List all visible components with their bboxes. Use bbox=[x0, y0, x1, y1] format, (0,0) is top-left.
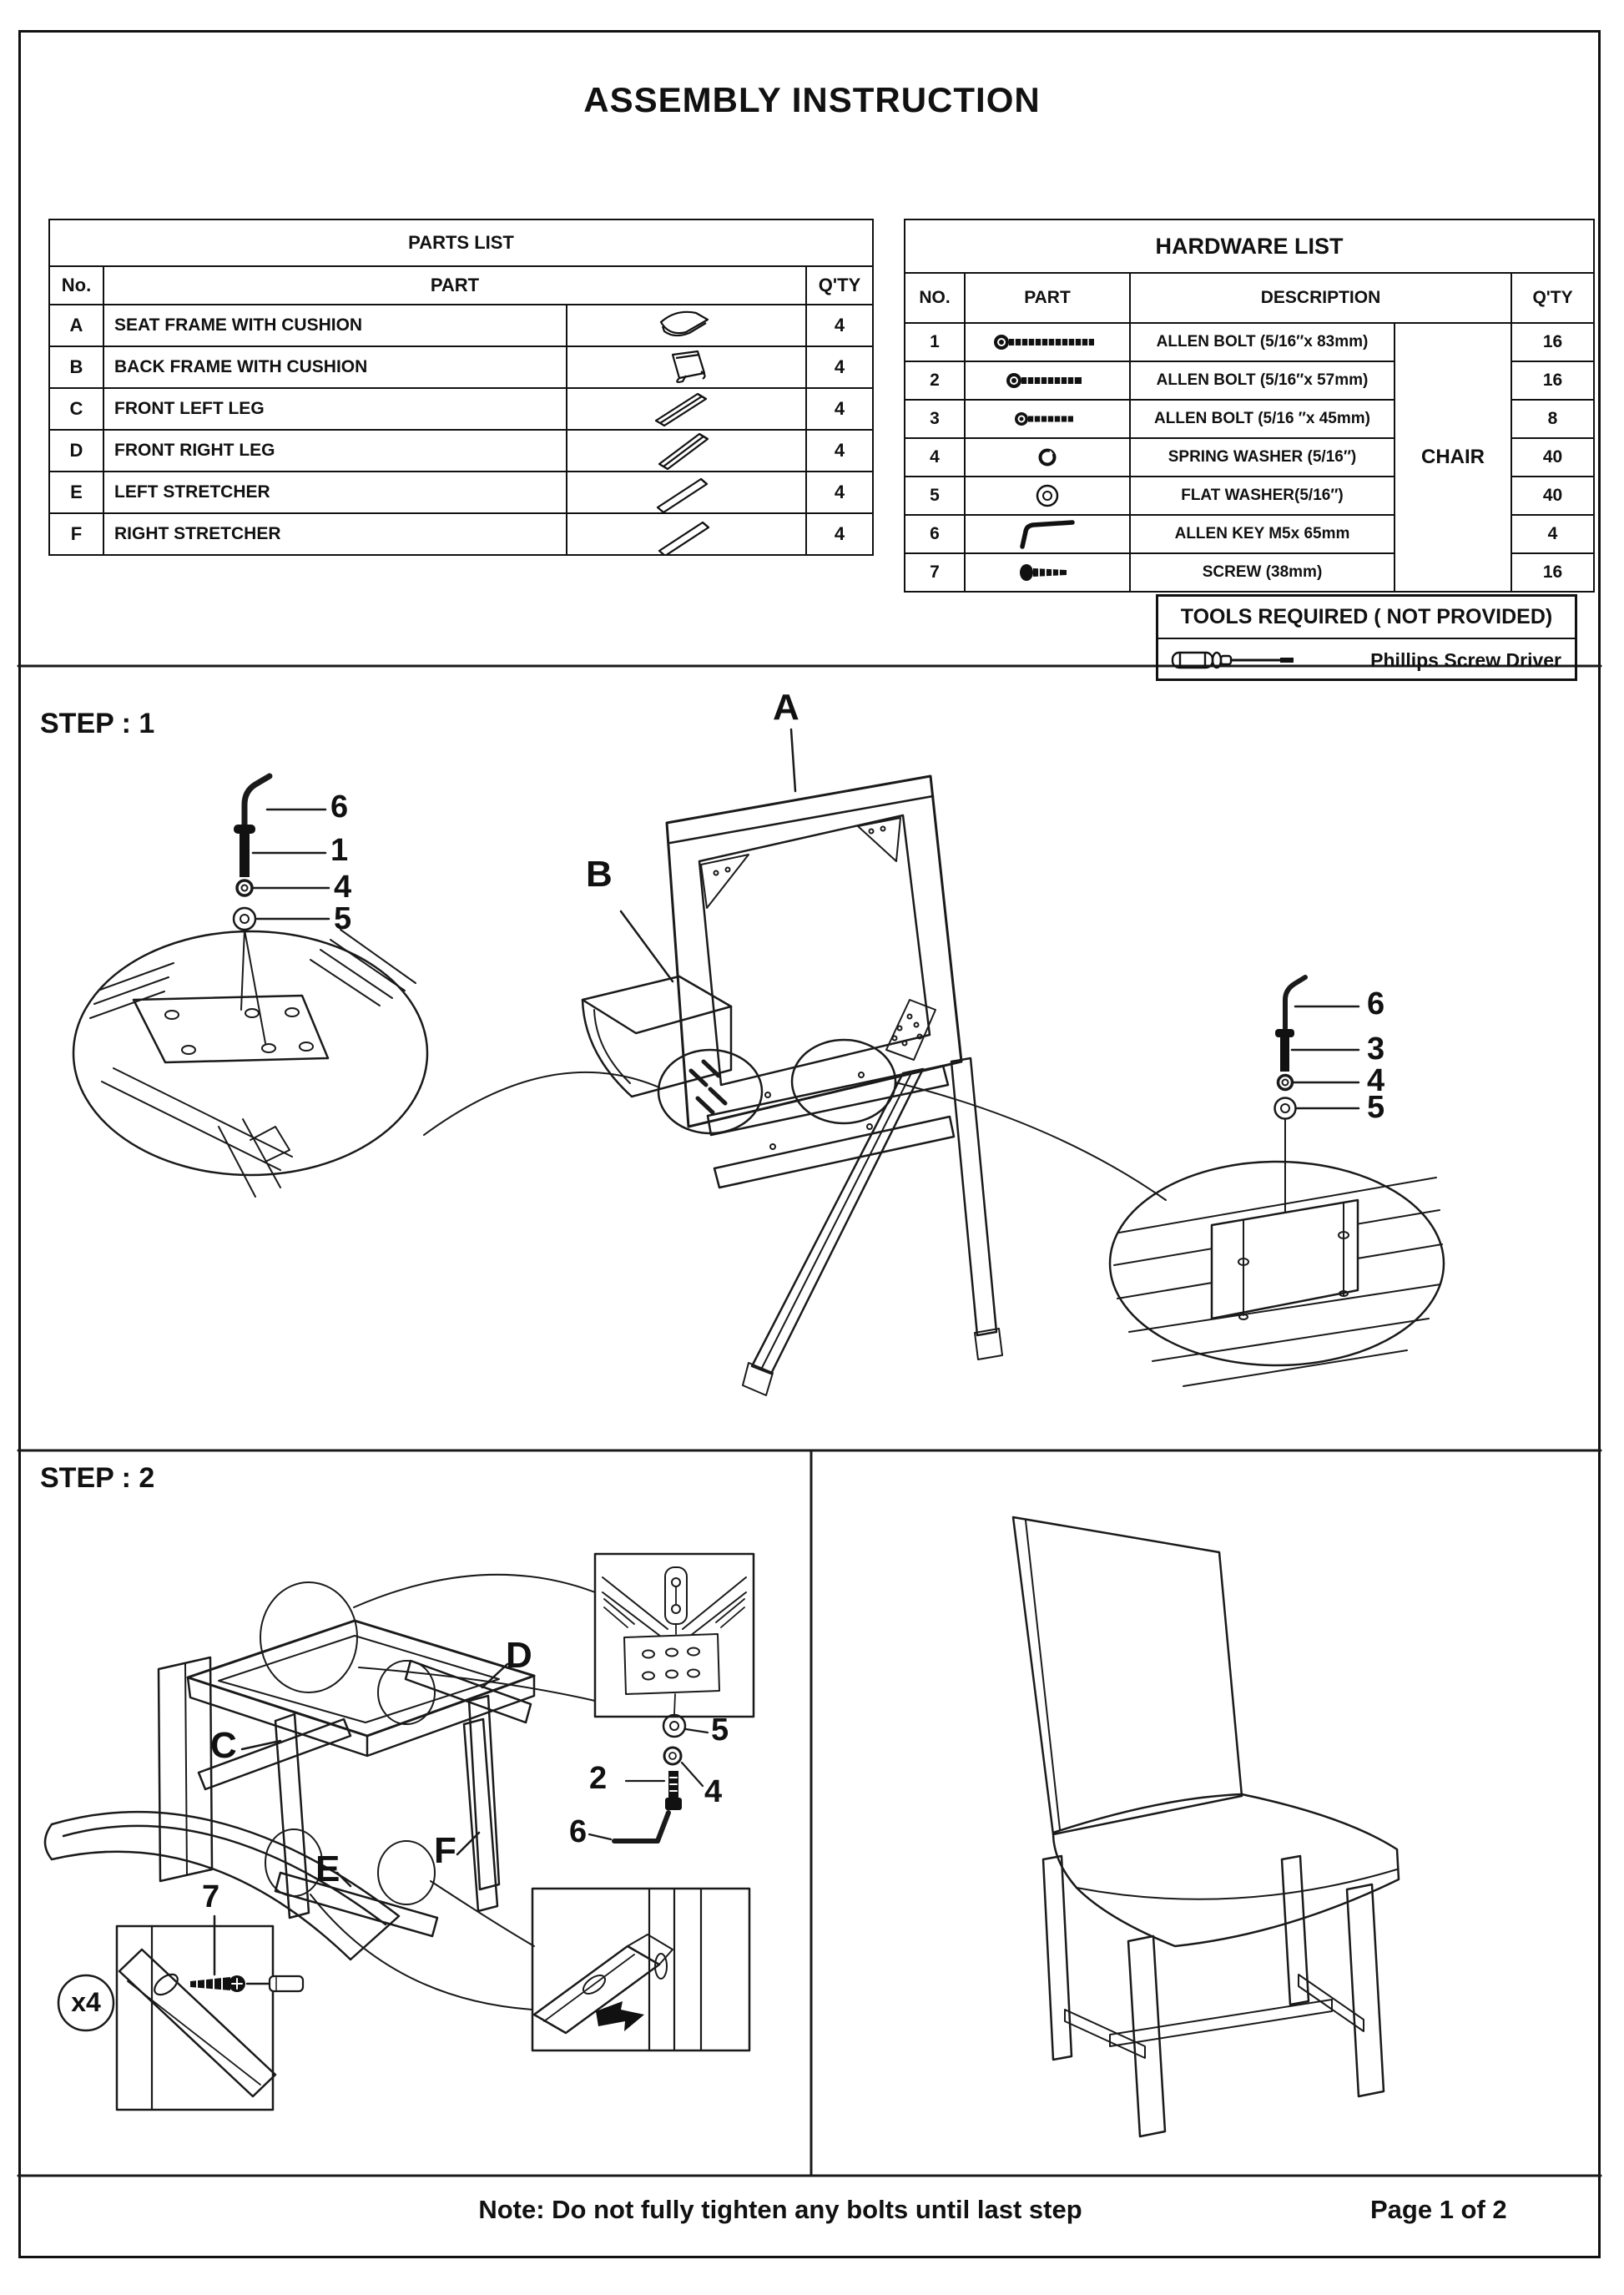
right-stretcher-icon bbox=[567, 513, 806, 555]
front-right-leg-icon bbox=[567, 430, 806, 472]
back-frame-icon bbox=[567, 346, 806, 388]
hw-qty: 16 bbox=[1511, 361, 1594, 400]
step1-callout-6-left: 6 bbox=[330, 789, 349, 825]
front-left-leg-icon bbox=[567, 388, 806, 430]
step1-callout-5-left: 5 bbox=[334, 901, 352, 936]
step2-screw-detail-box bbox=[58, 1926, 303, 2110]
part-name: BACK FRAME WITH CUSHION bbox=[103, 346, 567, 388]
part-name: RIGHT STRETCHER bbox=[103, 513, 567, 555]
hw-description: ALLEN KEY M5x 65mm bbox=[1130, 515, 1395, 553]
hw-no: 6 bbox=[905, 515, 965, 553]
part-label-e: E bbox=[315, 1849, 340, 1889]
part-qty: 4 bbox=[806, 305, 873, 346]
step1-callout-5-right: 5 bbox=[1367, 1090, 1385, 1125]
hw-description: SPRING WASHER (5/16″) bbox=[1130, 438, 1395, 477]
part-no: E bbox=[49, 472, 103, 513]
hw-no: 7 bbox=[905, 553, 965, 592]
hardware-list-table bbox=[904, 219, 1595, 593]
hw-no: 5 bbox=[905, 477, 965, 515]
parts-row-f bbox=[49, 513, 873, 555]
parts-header-no: No. bbox=[49, 266, 103, 305]
step1-callout-4-left: 4 bbox=[334, 870, 352, 905]
part-qty: 4 bbox=[806, 388, 873, 430]
hw-no: 3 bbox=[905, 400, 965, 438]
parts-row-e bbox=[49, 472, 873, 513]
part-qty: 4 bbox=[806, 430, 873, 472]
allen-bolt-medium-icon bbox=[965, 361, 1130, 400]
hw-description: ALLEN BOLT (5/16″x 57mm) bbox=[1130, 361, 1395, 400]
tools-required-item bbox=[1158, 639, 1575, 681]
hw-description: ALLEN BOLT (5/16 ″x 45mm) bbox=[1130, 400, 1395, 438]
part-no: D bbox=[49, 430, 103, 472]
step1-callout-4-right: 4 bbox=[1367, 1063, 1385, 1098]
step2-joint-detail-box bbox=[589, 1554, 754, 1841]
footer-page-number: Page 1 of 2 bbox=[1370, 2195, 1507, 2224]
step2-tenon-detail-box bbox=[532, 1889, 749, 2050]
tools-required-title: TOOLS REQUIRED ( NOT PROVIDED) bbox=[1158, 597, 1575, 639]
hw-group-label: CHAIR bbox=[1395, 323, 1511, 592]
page-title: ASSEMBLY INSTRUCTION bbox=[583, 80, 1041, 119]
hw-qty: 40 bbox=[1511, 477, 1594, 515]
hw-header-description: DESCRIPTION bbox=[1130, 273, 1511, 323]
flat-washer-icon bbox=[965, 477, 1130, 515]
section-divider-lines bbox=[18, 666, 1601, 2176]
multiplier-badge: x4 bbox=[71, 1987, 101, 2017]
hw-description: ALLEN BOLT (5/16″x 83mm) bbox=[1130, 323, 1395, 361]
step1-diagram bbox=[73, 729, 1444, 1395]
part-no: F bbox=[49, 513, 103, 555]
hw-qty: 16 bbox=[1511, 553, 1594, 592]
step2-diagram bbox=[45, 1517, 1399, 2136]
part-label-c: C bbox=[210, 1725, 237, 1766]
part-no: B bbox=[49, 346, 103, 388]
hw-description: FLAT WASHER(5/16″) bbox=[1130, 477, 1395, 515]
parts-row-b bbox=[49, 346, 873, 388]
parts-row-c bbox=[49, 388, 873, 430]
step2-finished-chair bbox=[1013, 1517, 1399, 2136]
part-qty: 4 bbox=[806, 513, 873, 555]
part-no: C bbox=[49, 388, 103, 430]
hardware-list-title: HARDWARE LIST bbox=[905, 219, 1594, 273]
hw-header-no: NO. bbox=[905, 273, 965, 323]
parts-list-title: PARTS LIST bbox=[49, 219, 873, 266]
step2-label: STEP : 2 bbox=[40, 1462, 155, 1494]
part-name: SEAT FRAME WITH CUSHION bbox=[103, 305, 567, 346]
step1-right-hardware-callout bbox=[1275, 977, 1359, 1214]
step1-chair-frame bbox=[424, 729, 1166, 1395]
part-label-b: B bbox=[586, 854, 613, 895]
hw-no: 1 bbox=[905, 323, 965, 361]
part-label-a: A bbox=[773, 687, 799, 728]
spring-washer-icon bbox=[965, 438, 1130, 477]
step1-callout-6-right: 6 bbox=[1367, 986, 1385, 1021]
hw-header-qty: Q'TY bbox=[1511, 273, 1594, 323]
step1-left-magnifier bbox=[73, 930, 427, 1197]
step2-callout-6: 6 bbox=[569, 1814, 588, 1849]
part-label-d: D bbox=[506, 1635, 532, 1676]
step2-callout-2: 2 bbox=[589, 1761, 608, 1796]
step1-callout-3: 3 bbox=[1367, 1031, 1385, 1067]
allen-bolt-short-icon bbox=[965, 400, 1130, 438]
tools-required-box bbox=[1156, 594, 1577, 681]
step1-left-hardware-callout bbox=[234, 776, 329, 1043]
hw-no: 2 bbox=[905, 361, 965, 400]
parts-list-table bbox=[48, 219, 874, 556]
hw-row-1 bbox=[905, 323, 1594, 361]
part-qty: 4 bbox=[806, 346, 873, 388]
hw-header-part: PART bbox=[965, 273, 1130, 323]
part-name: FRONT RIGHT LEG bbox=[103, 430, 567, 472]
parts-row-a bbox=[49, 305, 873, 346]
step2-callout-4: 4 bbox=[704, 1774, 723, 1809]
part-no: A bbox=[49, 305, 103, 346]
hw-qty: 40 bbox=[1511, 438, 1594, 477]
left-stretcher-icon bbox=[567, 472, 806, 513]
parts-row-d bbox=[49, 430, 873, 472]
part-name: LEFT STRETCHER bbox=[103, 472, 567, 513]
screw-icon bbox=[965, 553, 1130, 592]
part-qty: 4 bbox=[806, 472, 873, 513]
seat-frame-icon bbox=[567, 305, 806, 346]
hw-qty: 16 bbox=[1511, 323, 1594, 361]
part-label-f: F bbox=[434, 1830, 456, 1871]
step2-callout-7: 7 bbox=[202, 1879, 220, 1914]
step2-callout-5: 5 bbox=[711, 1712, 729, 1748]
screwdriver-icon bbox=[1170, 646, 1312, 674]
parts-header-qty: Q'TY bbox=[806, 266, 873, 305]
hw-qty: 4 bbox=[1511, 515, 1594, 553]
allen-bolt-long-icon bbox=[965, 323, 1130, 361]
hw-description: SCREW (38mm) bbox=[1130, 553, 1395, 592]
hw-qty: 8 bbox=[1511, 400, 1594, 438]
footer-note: Note: Do not fully tighten any bolts until last step bbox=[478, 2195, 1082, 2224]
part-name: FRONT LEFT LEG bbox=[103, 388, 567, 430]
parts-header-part: PART bbox=[103, 266, 806, 305]
step1-label: STEP : 1 bbox=[40, 708, 155, 739]
hw-no: 4 bbox=[905, 438, 965, 477]
allen-key-icon bbox=[965, 515, 1130, 553]
step1-callout-1: 1 bbox=[330, 833, 349, 868]
tools-required-label: Phillips Screw Driver bbox=[1370, 648, 1561, 671]
